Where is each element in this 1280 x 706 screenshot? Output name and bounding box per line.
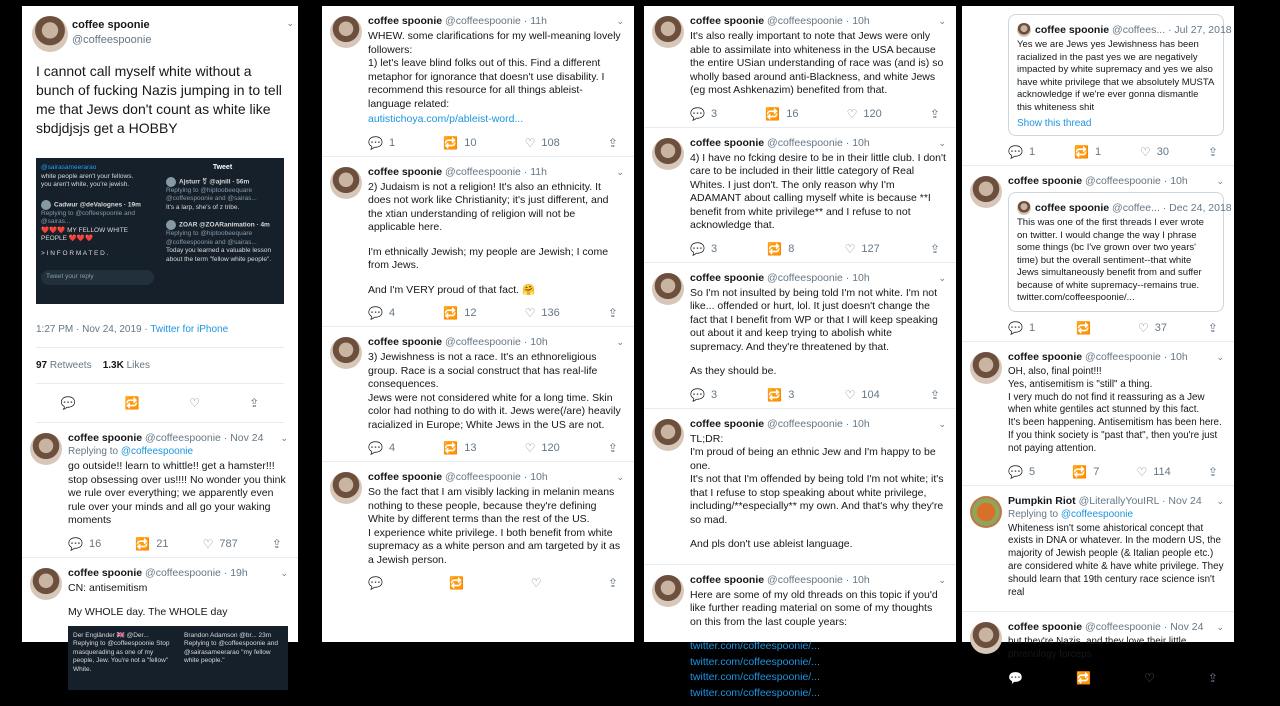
tweet-actions bbox=[690, 388, 946, 402]
tweet-actions bbox=[36, 384, 284, 423]
retweet-icon: 🔁 bbox=[135, 537, 150, 551]
screenshot-right: Brandon Adamson @br... 23m Replying to @coffeespoonie and @sairasameeraraо "my fellow white people." bbox=[179, 626, 288, 690]
avatar[interactable] bbox=[330, 337, 362, 369]
reply-button[interactable]: 💬 3 bbox=[690, 107, 717, 121]
avatar[interactable] bbox=[30, 433, 62, 465]
tweet-media[interactable] bbox=[36, 158, 284, 304]
tweet-text: Here are some of my old threads on this topic if you'd like further reading material on some of my thoughts on this from the last couple years: bbox=[690, 589, 946, 630]
reply-button[interactable]: 💬 3 bbox=[690, 242, 717, 256]
tweet-text: And I'm VERY proud of that fact. 🤗 bbox=[368, 284, 624, 298]
retweet-button[interactable]: 🔁 10 bbox=[443, 136, 476, 150]
heart-icon: ♡ bbox=[1136, 465, 1147, 479]
client-link[interactable]: Twitter for iPhone bbox=[150, 324, 228, 335]
avatar bbox=[1017, 201, 1031, 215]
like-button[interactable]: ♡ 127 bbox=[845, 242, 880, 256]
reply-icon: 💬 bbox=[368, 306, 383, 320]
retweet-button[interactable] bbox=[1076, 321, 1097, 335]
avatar[interactable] bbox=[970, 496, 1002, 528]
tweet[interactable]: ⌄ coffee spoonie @coffeespoonie · 10h So I'm not insulted by being told I'm not white. I'm not like... offended or hurt, lol. It just doesn't change the fact that I benefit from WP or that I will keep speaking out about it and keep trying to abolish white supremacy. And they're threatened by that. As they should be. 💬 3 🔁 3 ♡ 104 ⇪ bbox=[644, 263, 956, 409]
share-icon: ⇪ bbox=[1208, 145, 1218, 159]
chevron-down-icon[interactable]: ⌄ bbox=[1216, 496, 1224, 507]
avatar[interactable] bbox=[32, 16, 68, 52]
tweet-actions bbox=[1008, 145, 1224, 159]
quoted-tweet[interactable]: coffee spoonie @coffees... · Jul 27, 2018 Yes we are Jews yes Jewishness has been racialized in the past yes we are negatively impacted by white supremacy and yes we also have white privilege that we absolutely MUSTA acknowledge if we're ever gonna dismantle this whiteness shit Show this thread bbox=[1008, 14, 1224, 136]
chevron-down-icon[interactable]: ⌄ bbox=[938, 575, 946, 586]
tweet-text: My WHOLE day. The WHOLE day bbox=[68, 606, 288, 620]
thread-link[interactable]: twitter.com/coffeespoonie/... bbox=[690, 656, 820, 668]
like-button[interactable] bbox=[1144, 671, 1155, 685]
heart-icon: ♡ bbox=[1140, 145, 1151, 159]
user-name[interactable]: coffee spoonie bbox=[72, 18, 284, 33]
share-button[interactable] bbox=[608, 136, 618, 150]
heart-icon: ♡ bbox=[531, 576, 542, 590]
heart-icon: ♡ bbox=[845, 388, 856, 402]
mention-link[interactable]: @coffeespoonie bbox=[121, 446, 193, 457]
tweet[interactable]: ⌄ coffee spoonie @coffeespoonie · Nov 24 but they're Nazis, and they love their little phrenology forceps 💬 🔁 ♡ ⇪ bbox=[962, 612, 1234, 691]
share-button[interactable] bbox=[608, 576, 618, 590]
like-button[interactable] bbox=[531, 576, 542, 590]
avatar[interactable] bbox=[330, 167, 362, 199]
reply-icon: 💬 bbox=[1008, 321, 1023, 335]
retweet-icon: 🔁 bbox=[443, 306, 458, 320]
avatar[interactable] bbox=[970, 352, 1002, 384]
tweet-text: 3) Jewishness is not a race. It's an ethnoreligious group. Race is a social construct that has real-life consequences. Jews were not considered white for a long time. Skin color had nothing to do with it. Jews were(/are) heavily racialized in Europe; White Jews in the US are not. bbox=[368, 351, 624, 432]
share-icon: ⇪ bbox=[930, 388, 940, 402]
tweet-actions bbox=[1008, 321, 1224, 335]
tweet-text: I'm ethnically Jewish; my people are Jewish; I come from Jews. bbox=[368, 246, 624, 273]
quote-text: This was one of the first threads I ever wrote on twitter. I would change the way I phrase some things (bc I've grown over two years' time) but the overall sentiment--that white Jews simultaneously benefit from and suffer because of white supremacy--remains true. twitter.com/coffeespoonie/... bbox=[1017, 217, 1215, 305]
avatar[interactable] bbox=[30, 568, 62, 600]
avatar[interactable] bbox=[330, 16, 362, 48]
tweet[interactable] bbox=[962, 6, 1234, 166]
like-button[interactable]: ♡ 120 bbox=[847, 107, 882, 121]
retweet-button[interactable] bbox=[1076, 671, 1091, 685]
reply-button[interactable]: 💬 1 bbox=[1008, 321, 1035, 335]
tweet-text: WHEW. some clarifications for my well-meaning lovely followers: 1) let's leave blind folks out of this. Find a different metaphor for ignorance that doesn't use disability. I recommend this resource for all things ableist-language related: bbox=[368, 30, 624, 111]
share-icon: ⇪ bbox=[930, 242, 940, 256]
share-icon[interactable]: ⇪ bbox=[249, 396, 259, 410]
reply-icon: 💬 bbox=[368, 441, 383, 455]
retweet-button[interactable]: 🔁 12 bbox=[443, 306, 476, 320]
retweet-button[interactable]: 🔁 3 bbox=[767, 388, 794, 402]
like-button[interactable]: ♡ 136 bbox=[525, 306, 560, 320]
share-button[interactable] bbox=[1208, 145, 1218, 159]
tweet-actions bbox=[68, 537, 288, 551]
mention-link[interactable]: @coffeespoonie bbox=[1061, 509, 1133, 520]
tweet-text: TL;DR: I'm proud of being an ethnic Jew and I'm happy to be one. It's not that I'm offended by being told I'm not white; it's that I refuse to stop speaking about white privilege, including/**especially** my own. And that's why they're so mad. bbox=[690, 433, 946, 528]
chevron-down-icon[interactable]: ⌄ bbox=[280, 433, 288, 444]
retweet-button[interactable] bbox=[449, 576, 464, 590]
chevron-down-icon[interactable]: ⌄ bbox=[616, 472, 624, 483]
share-icon: ⇪ bbox=[1208, 321, 1218, 335]
like-button[interactable]: ♡ 787 bbox=[203, 537, 238, 551]
reply-button[interactable]: 💬 1 bbox=[368, 136, 395, 150]
thread-link[interactable]: twitter.com/coffeespoonie/... bbox=[690, 671, 820, 683]
share-button[interactable] bbox=[930, 388, 940, 402]
retweet-icon: 🔁 bbox=[1072, 465, 1087, 479]
retweet-icon: 🔁 bbox=[1076, 671, 1091, 685]
like-button[interactable]: ♡ 120 bbox=[525, 441, 560, 455]
panel-thread-3 bbox=[962, 6, 1234, 642]
heart-icon: ♡ bbox=[203, 537, 214, 551]
chevron-down-icon[interactable]: ⌄ bbox=[938, 419, 946, 430]
tweet[interactable]: ⌄ coffee spoonie @coffeespoonie · 19h CN: antisemitism My WHOLE day. The WHOLE day Der Engländer 🇬🇧 @Der... Replying to @coffeespoonie Stop masquerading as one of my people, Jew. You're not a "fellow" White. Brandon Adamson @br... 23m Replying to @coffeespoonie and @sairasameeraraо "my fellow white people." bbox=[22, 558, 298, 696]
tweet[interactable]: ⌄ coffee spoonie @coffeespoonie · 10h It's also really important to note that Jews were only able to assimilate into whiteness in the USA because the entire USian understanding of race was (and is) so wholly based around anti-Blackness, and white Jews (eg most Ashkenazim) benefited from that. 💬 3 🔁 16 ♡ 120 ⇪ bbox=[644, 6, 956, 128]
thread-link[interactable]: twitter.com/coffeespoonie/... bbox=[690, 640, 820, 652]
show-thread-link[interactable]: Show this thread bbox=[1017, 118, 1215, 129]
heart-icon: ♡ bbox=[1144, 671, 1155, 685]
heart-icon: ♡ bbox=[1138, 321, 1149, 335]
avatar bbox=[1017, 23, 1031, 37]
tweet[interactable]: ⌄ coffee spoonie @coffeespoonie · 10h TL;DR: I'm proud of being an ethnic Jew and I'm happy to be one. It's not that I'm offended by being told I'm not white; it's that I refuse to stop speaking about white privilege, including/**especially** my own. And that's why they're so mad. And pls don't use ableist language. bbox=[644, 409, 956, 565]
tweet-actions bbox=[690, 242, 946, 256]
chevron-down-icon[interactable]: ⌄ bbox=[938, 16, 946, 27]
like-button[interactable]: ♡ 114 bbox=[1136, 465, 1170, 479]
screenshot-left: @sairasameeraraо white people aren't your fellows. you aren't white, you're jewish. Cadwur @deValognes · 19m Replying to @coffeespoonie and @sairas... ❤️❤️❤️ MY FELLOW WHITE PEOPLE ❤️❤️❤️ > I N F O R M A T E D . Tweet your reply bbox=[36, 158, 159, 304]
share-icon: ⇪ bbox=[930, 107, 940, 121]
reply-button[interactable]: 💬 16 bbox=[68, 537, 101, 551]
tweet[interactable]: ⌄ coffee spoonie @coffeespoonie · 10h 4) I have no fcking desire to be in their little club. I don't care to be included in their little category of Real Whites. I just don't. The only reason why I'm ADAMANT about calling myself white is because **I benefit from white privilege** and I refuse to not acknowledge that. 💬 3 🔁 8 ♡ 127 ⇪ bbox=[644, 128, 956, 263]
tweet-actions bbox=[368, 441, 624, 455]
tweet[interactable]: ⌄ coffee spoonie @coffeespoonie · Nov 24 Replying to @coffeespoonie go outside!! learn to whittle!! get a hamster!!! stop obsessing over us!!!! No wonder you think we rule over everything; we apparently even rule over your minds and all go your waking moments 💬 16 🔁 21 ♡ 787 ⇪ bbox=[22, 423, 298, 558]
retweet-icon: 🔁 bbox=[767, 242, 782, 256]
tweet-text: So I'm not insulted by being told I'm not white. I'm not like... offended or hurt, lol. It just doesn't change the fact that I benefit from WP or that I will keep speaking out about it and keep trying to abolish white supremacy. And they're threatened by that. bbox=[690, 287, 946, 355]
reply-icon: 💬 bbox=[1008, 145, 1023, 159]
share-button[interactable] bbox=[608, 441, 618, 455]
tweet-text: OH, also, final point!!! Yes, antisemitism is "still" a thing. I very much do not find it reassuring as a Jew when white gentiles act stunned by this fact. It's been happening. Antisemitism has been here. If you think society is "past that", then you're just not paying attention. bbox=[1008, 366, 1224, 456]
share-button[interactable] bbox=[272, 537, 282, 551]
tweet[interactable]: ⌄ coffee spoonie @coffeespoonie · 10h coffee spoonie @coffee... · Dec 24, 2018 This was one of the first threads I ever wrote on twitter. I would change the way I phrase some things (bc I've grown over two years' time) but the overall sentiment--that white Jews simultaneously benefit from and suffer because of white supremacy--remains true. twitter.com/coffeespoonie/... 💬 1 🔁 ♡ 37 ⇪ bbox=[962, 166, 1234, 342]
tweet-timestamp: 1:27 PM · Nov 24, 2019 · Twitter for iPhone bbox=[36, 324, 284, 335]
share-button[interactable] bbox=[930, 242, 940, 256]
retweet-icon[interactable]: 🔁 bbox=[125, 396, 140, 410]
tweet-link[interactable]: autistichoya.com/p/ableist-word... bbox=[368, 113, 523, 125]
retweet-button[interactable]: 🔁 1 bbox=[1074, 145, 1101, 159]
reply-button[interactable]: 💬 3 bbox=[690, 388, 717, 402]
chevron-down-icon[interactable]: ⌄ bbox=[616, 16, 624, 27]
chevron-down-icon[interactable]: ⌄ bbox=[938, 273, 946, 284]
tweet[interactable]: ⌄ coffee spoonie @coffeespoonie · 11h WHEW. some clarifications for my well-meaning lovely followers: 1) let's leave blind folks out of this. Find a different metaphor for ignorance that doesn't use disability. I recommend this resource for all things ableist-language related: autistichoya.com/p/ableist-word... 💬 1 🔁 10 ♡ 108 ⇪ bbox=[322, 6, 634, 157]
heart-icon[interactable]: ♡ bbox=[189, 396, 200, 410]
avatar[interactable] bbox=[652, 419, 684, 451]
retweet-icon: 🔁 bbox=[1076, 321, 1091, 335]
share-button[interactable] bbox=[608, 306, 618, 320]
like-button[interactable]: ♡ 30 bbox=[1140, 145, 1169, 159]
retweet-icon: 🔁 bbox=[443, 441, 458, 455]
chevron-down-icon[interactable]: ⌄ bbox=[1216, 176, 1224, 187]
tweet-text: As they should be. bbox=[690, 365, 946, 379]
screenshot-right: Tweet Ajsturr ⚧ @ajnill · 56m Replying to @hiptoobeequare @coffeespoonie and @sairas... It's a larp, she's of z tribe. ZOAR @ZOARanimation · 4m Replying to @hiptoobeequare @coffeespoonie and @sairas... Today you learned a valuable lesson about the term "fellow white people". bbox=[161, 158, 284, 304]
tweet[interactable]: ⌄ Pumpkin Riot @LiterallyYouIRL · Nov 24 Replying to @coffeespoonie Whiteness isn't some ahistorical concept that exists in DNA or whatever. In the modern US, the majority of Jewish people (& Italian people etc.) are considered white & have white privilege. They should learn that 19th century race science isn't real bbox=[962, 486, 1234, 613]
thread-link[interactable]: twitter.com/coffeespoonie/... bbox=[690, 687, 820, 699]
chevron-down-icon[interactable]: ⌄ bbox=[616, 167, 624, 178]
chevron-down-icon[interactable]: ⌄ bbox=[1216, 352, 1224, 363]
share-icon: ⇪ bbox=[608, 441, 618, 455]
panel-main-tweet bbox=[22, 6, 298, 642]
tweet-text: I cannot call myself white without a bunch of fucking Nazis jumping in to tell me that Jews don't count as white like sbdjdjsjs get a HOBBY bbox=[36, 62, 284, 138]
tweet-text: go outside!! learn to whittle!! get a hamster!!! stop obsessing over us!!!! No wonder you think we rule over everything; we apparently even rule over your minds and all go your waking moments bbox=[68, 460, 288, 528]
quote-text: Yes we are Jews yes Jewishness has been racialized in the past yes we are negatively impacted by white supremacy and yes we also have white privilege that we absolutely MUSTA acknowledge if we're ever gonna dismantle this whiteness shit bbox=[1017, 39, 1215, 114]
heart-icon: ♡ bbox=[845, 242, 856, 256]
retweet-icon: 🔁 bbox=[449, 576, 464, 590]
retweet-icon: 🔁 bbox=[767, 388, 782, 402]
reply-icon[interactable]: 💬 bbox=[61, 396, 76, 410]
user-handle[interactable]: @coffeespoonie bbox=[72, 33, 284, 48]
chevron-down-icon[interactable]: ⌄ bbox=[1216, 622, 1224, 633]
tweet[interactable]: ⌄ coffee spoonie @coffeespoonie · 10h Here are some of my old threads on this topic if you'd like further reading material on some of my thoughts on this from the last couple years: twitter.com/coffeespoonie/... twitter.com/coffeespoonie/... twitter.com/coffeespoonie/... twitter.com/coffeespoonie/... bbox=[644, 565, 956, 706]
panel-thread-2 bbox=[644, 6, 956, 642]
tweet-text: 4) I have no fcking desire to be in their little club. I don't care to be included in their little category of Real Whites. I just don't. The only reason why I'm ADAMANT about calling myself white is because **I benefit from white privilege** and I refuse to not acknowledge that. bbox=[690, 152, 946, 233]
retweet-icon: 🔁 bbox=[1074, 145, 1089, 159]
tweet-text: CN: antisemitism bbox=[68, 582, 288, 596]
retweet-button[interactable]: 🔁 21 bbox=[135, 537, 168, 551]
like-button[interactable]: ♡ 104 bbox=[845, 388, 880, 402]
panel-thread-1 bbox=[322, 6, 634, 642]
tweet-actions bbox=[690, 107, 946, 121]
reply-button[interactable]: 💬 5 bbox=[1008, 465, 1035, 479]
like-button[interactable]: ♡ 108 bbox=[525, 136, 560, 150]
reply-icon: 💬 bbox=[368, 576, 383, 590]
main-tweet bbox=[22, 6, 298, 423]
avatar[interactable] bbox=[330, 472, 362, 504]
share-icon: ⇪ bbox=[608, 576, 618, 590]
reply-icon: 💬 bbox=[68, 537, 83, 551]
tweet-actions bbox=[1008, 671, 1224, 685]
tweet[interactable]: ⌄ coffee spoonie @coffeespoonie · 10h So the fact that I am visibly lacking in melanin means nothing to these people, because they're defining White by different terms than the rest of the US. I experience white privilege. I both benefit from white supremacy as a white person and am targeted by it as a Jewish person. 💬 🔁 ♡ ⇪ bbox=[322, 462, 634, 596]
tweet-text: So the fact that I am visibly lacking in melanin means nothing to these people, because they're defining White by different terms than the rest of the US. I experience white privilege. I both benefit from white supremacy as a white person and am targeted by it as a Jewish person. bbox=[368, 486, 624, 567]
avatar[interactable] bbox=[652, 16, 684, 48]
share-icon: ⇪ bbox=[608, 306, 618, 320]
share-icon: ⇪ bbox=[272, 537, 282, 551]
retweet-icon: 🔁 bbox=[765, 107, 780, 121]
reply-button[interactable] bbox=[368, 576, 383, 590]
retweet-button[interactable]: 🔁 13 bbox=[443, 441, 476, 455]
retweet-button[interactable]: 🔁 16 bbox=[765, 107, 798, 121]
avatar[interactable] bbox=[970, 622, 1002, 654]
heart-icon: ♡ bbox=[525, 306, 536, 320]
tweet-actions bbox=[1008, 465, 1224, 479]
share-button[interactable] bbox=[1208, 465, 1218, 479]
tweet-stats: 97 Retweets 1.3K Likes bbox=[36, 347, 284, 384]
chevron-down-icon[interactable]: ⌄ bbox=[280, 568, 288, 579]
share-button[interactable] bbox=[1208, 671, 1218, 685]
screenshot-left: Der Engländer 🇬🇧 @Der... Replying to @coffeespoonie Stop masquerading as one of my people, Jew. You're not a "fellow" White. bbox=[68, 626, 177, 690]
reply-icon: 💬 bbox=[690, 388, 705, 402]
chevron-down-icon[interactable]: ⌄ bbox=[938, 138, 946, 149]
heart-icon: ♡ bbox=[525, 136, 536, 150]
retweet-button[interactable]: 🔁 7 bbox=[1072, 465, 1099, 479]
share-button[interactable] bbox=[930, 107, 940, 121]
retweet-button[interactable]: 🔁 8 bbox=[767, 242, 794, 256]
reply-button[interactable]: 💬 1 bbox=[1008, 145, 1035, 159]
tweet-text: 2) Judaism is not a religion! It's also an ethnicity. It does not work like Christianity; it's just different, and the xtian understanding of religion will not be applicable here. bbox=[368, 181, 624, 235]
tweet[interactable]: ⌄ coffee spoonie @coffeespoonie · 11h 2) Judaism is not a religion! It's also an ethnicity. It does not work like Christianity; it's just different, and the xtian understanding of religion will not be applicable here. I'm ethnically Jewish; my people are Jewish; I come from Jews. And I'm VERY proud of that fact. 🤗 💬 4 🔁 12 ♡ 136 ⇪ bbox=[322, 157, 634, 328]
reply-icon: 💬 bbox=[368, 136, 383, 150]
like-count[interactable]: 1.3K bbox=[103, 360, 124, 371]
tweet-text: It's also really important to note that Jews were only able to assimilate into whiteness in the USA because the entire USian understanding of race was (and is) so wholly based around anti-Blackness, and white Jews (eg most Ashkenazim) benefited from that. bbox=[690, 30, 946, 98]
tweet-text: Whiteness isn't some ahistorical concept that exists in DNA or whatever. In the modern US, the majority of Jewish people (& Italian people etc.) are considered white & have white privilege. They should learn that 19th century race science isn't real bbox=[1008, 523, 1224, 600]
avatar[interactable] bbox=[652, 575, 684, 607]
reply-icon: 💬 bbox=[1008, 465, 1023, 479]
tweet-text: but they're Nazis, and they love their little phrenology forceps bbox=[1008, 636, 1224, 662]
chevron-down-icon[interactable]: ⌄ bbox=[616, 337, 624, 348]
heart-icon: ♡ bbox=[847, 107, 858, 121]
tweet-actions bbox=[368, 306, 624, 320]
avatar[interactable] bbox=[652, 138, 684, 170]
tweet-actions bbox=[368, 576, 624, 590]
like-button[interactable]: ♡ 37 bbox=[1138, 321, 1167, 335]
reply-button[interactable]: 💬 4 bbox=[368, 306, 395, 320]
reply-button[interactable] bbox=[1008, 671, 1023, 685]
retweet-count[interactable]: 97 bbox=[36, 360, 47, 371]
reply-icon: 💬 bbox=[690, 242, 705, 256]
retweet-icon: 🔁 bbox=[443, 136, 458, 150]
share-icon: ⇪ bbox=[1208, 465, 1218, 479]
tweet[interactable]: ⌄ coffee spoonie @coffeespoonie · 10h OH, also, final point!!! Yes, antisemitism is "still" a thing. I very much do not find it reassuring as a Jew when white gentiles act stunned by this fact. It's been happening. Antisemitism has been here. If you think society is "past that", then you're just not paying attention. 💬 5 🔁 7 ♡ 114 ⇪ bbox=[962, 342, 1234, 486]
share-button[interactable] bbox=[1208, 321, 1218, 335]
tweet-media[interactable] bbox=[68, 626, 288, 690]
share-icon: ⇪ bbox=[608, 136, 618, 150]
avatar[interactable] bbox=[652, 273, 684, 305]
chevron-down-icon[interactable]: ⌄ bbox=[286, 18, 294, 29]
quoted-tweet[interactable]: coffee spoonie @coffee... · Dec 24, 2018 This was one of the first threads I ever wrote on twitter. I would change the way I phrase some things (bc I've grown over two years' time) but the overall sentiment--that white Jews simultaneously benefit from and suffer because of white supremacy--remains true. twitter.com/coffeespoonie/... bbox=[1008, 192, 1224, 312]
reply-icon: 💬 bbox=[1008, 671, 1023, 685]
reply-button[interactable]: 💬 4 bbox=[368, 441, 395, 455]
tweet-actions bbox=[368, 136, 624, 150]
avatar[interactable] bbox=[970, 176, 1002, 208]
heart-icon: ♡ bbox=[525, 441, 536, 455]
reply-icon: 💬 bbox=[690, 107, 705, 121]
tweet[interactable]: ⌄ coffee spoonie @coffeespoonie · 10h 3) Jewishness is not a race. It's an ethnoreligious group. Race is a social construct that has real-life consequences. Jews were not considered white for a long time. Skin color had nothing to do with it. Jews were(/are) heavily racialized in Europe; White Jews in the US are not. 💬 4 🔁 13 ♡ 120 ⇪ bbox=[322, 327, 634, 462]
share-icon: ⇪ bbox=[1208, 671, 1218, 685]
tweet-text: And pls don't use ableist language. bbox=[690, 538, 946, 552]
